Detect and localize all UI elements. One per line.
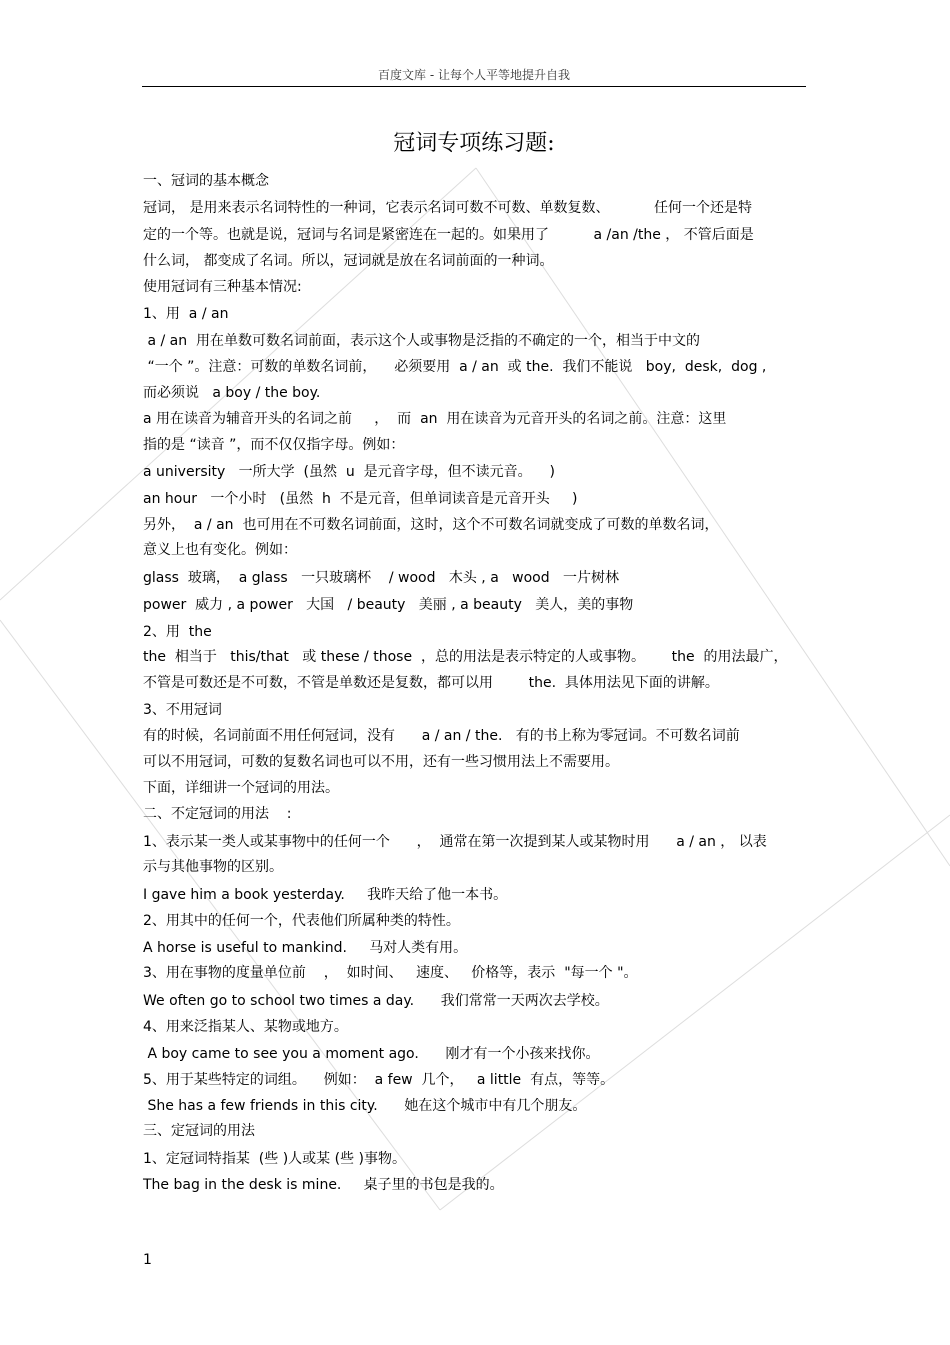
subheading: 2、用 the [143,624,212,640]
paragraph-line: 2、用其中的任何一个，代表他们所属种类的特性。 [143,913,460,929]
paragraph-line: 使用冠词有三种基本情况: [143,279,302,295]
paragraph-line: 4、用来泛指某人、某物或地方。 [143,1019,348,1035]
paragraph-line: 下面，详细讲一个冠词的用法。 [143,780,339,796]
example-line: A boy came to see you a moment ago. 刚才有一个小孩来找你。 [143,1046,600,1062]
paragraph-line: 指的是 “读音 ”，而不仅仅指字母。例如： [143,437,405,453]
paragraph-line: 3、用在事物的度量单位前 ， 如时间、 速度、 价格等，表示 "每一个 "。 [143,965,638,981]
paragraph-line: 可以不用冠词，可数的复数名词也可以不用，还有一些习惯用法上不需要用。 [143,754,619,770]
example-line: a university 一所大学 (虽然 u 是元音字母，但不读元音。 ) [143,464,555,480]
paragraph-line: 冠词， 是用来表示名词特性的一种词，它表示名词可数不可数、单数复数、 任何一个还是特 [143,200,752,216]
section-heading: 二、不定冠词的用法 : [143,806,292,822]
paragraph-line: a 用在读音为辅音开头的名词之前 ， 而 an 用在读音为元音开头的名词之前。注意：这里 [143,411,727,427]
example-line: power 威力 , a power 大国 / beauty 美丽 , a beauty 美人，美的事物 [143,597,634,613]
paragraph-line: 5、用于某些特定的词组。 例如： a few 几个， a little 有点，等等。 [143,1072,615,1088]
subheading: 3、不用冠词 [143,702,222,718]
document-title: 冠词专项练习题: [393,131,555,156]
paragraph-line: 1、表示某一类人或某事物中的任何一个 ， 通常在第一次提到某人或某物时用 a / an ， 以表 [143,834,767,850]
page-header: 百度文库 - 让每个人平等地提升自我 [378,68,570,82]
example-line: I gave him a book yesterday. 我昨天给了他一本书。 [143,887,508,903]
paragraph-line: the 相当于 this/that 或 these / those ，总的用法是表示特定的人或事物。 the 的用法最广， [143,649,788,665]
paragraph-line: 示与其他事物的区别。 [143,859,283,875]
paragraph-line: 不管是可数还是不可数，不管是单数还是复数，都可以用 the. 具体用法见下面的讲解。 [143,675,719,691]
paragraph-line: a / an 用在单数可数名词前面，表示这个人或事物是泛指的不确定的一个，相当于中文的 [143,333,700,349]
paragraph-line: 什么词， 都变成了名词。所以，冠词就是放在名词前面的一种词。 [143,253,554,269]
page-number: 1 [143,1252,152,1268]
example-line: She has a few friends in this city. 她在这个城市中有几个朋友。 [143,1098,587,1114]
example-line: A horse is useful to mankind. 马对人类有用。 [143,940,468,956]
example-line: an hour 一个小时 (虽然 h 不是元音，但单词读音是元音开头 ) [143,491,578,507]
example-line: glass 玻璃， a glass 一只玻璃杯 / wood 木头 , a wood 一片树林 [143,570,619,586]
example-line: The bag in the desk is mine. 桌子里的书包是我的。 [143,1177,504,1193]
paragraph-line: 另外， a / an 也可用在不可数名词前面，这时，这个不可数名词就变成了可数的单数名词， [143,517,719,533]
paragraph-line: 定的一个等。也就是说，冠词与名词是紧密连在一起的。如果用了 a /an /the ， 不管后面是 [143,227,754,243]
paragraph-line: 意义上也有变化。例如： [143,542,297,558]
example-line: We often go to school two times a day. 我们常常一天两次去学校。 [143,993,609,1009]
paragraph-line: “一个 ”。注意：可数的单数名词前， 必须要用 a / an 或 the. 我们不能说 boy, desk, dog , [143,359,767,375]
header-divider [142,86,806,87]
subheading: 1、用 a / an [143,306,229,322]
paragraph-line: 1、定冠词特指某 (些 )人或某 (些 )事物。 [143,1151,407,1167]
paragraph-line: 而必须说 a boy / the boy. [143,385,321,401]
section-heading: 三、定冠词的用法 [143,1123,255,1139]
section-heading: 一、冠词的基本概念 [143,173,269,189]
paragraph-line: 有的时候，名词前面不用任何冠词，没有 a / an / the. 有的书上称为零冠词。不可数名词前 [143,728,740,744]
